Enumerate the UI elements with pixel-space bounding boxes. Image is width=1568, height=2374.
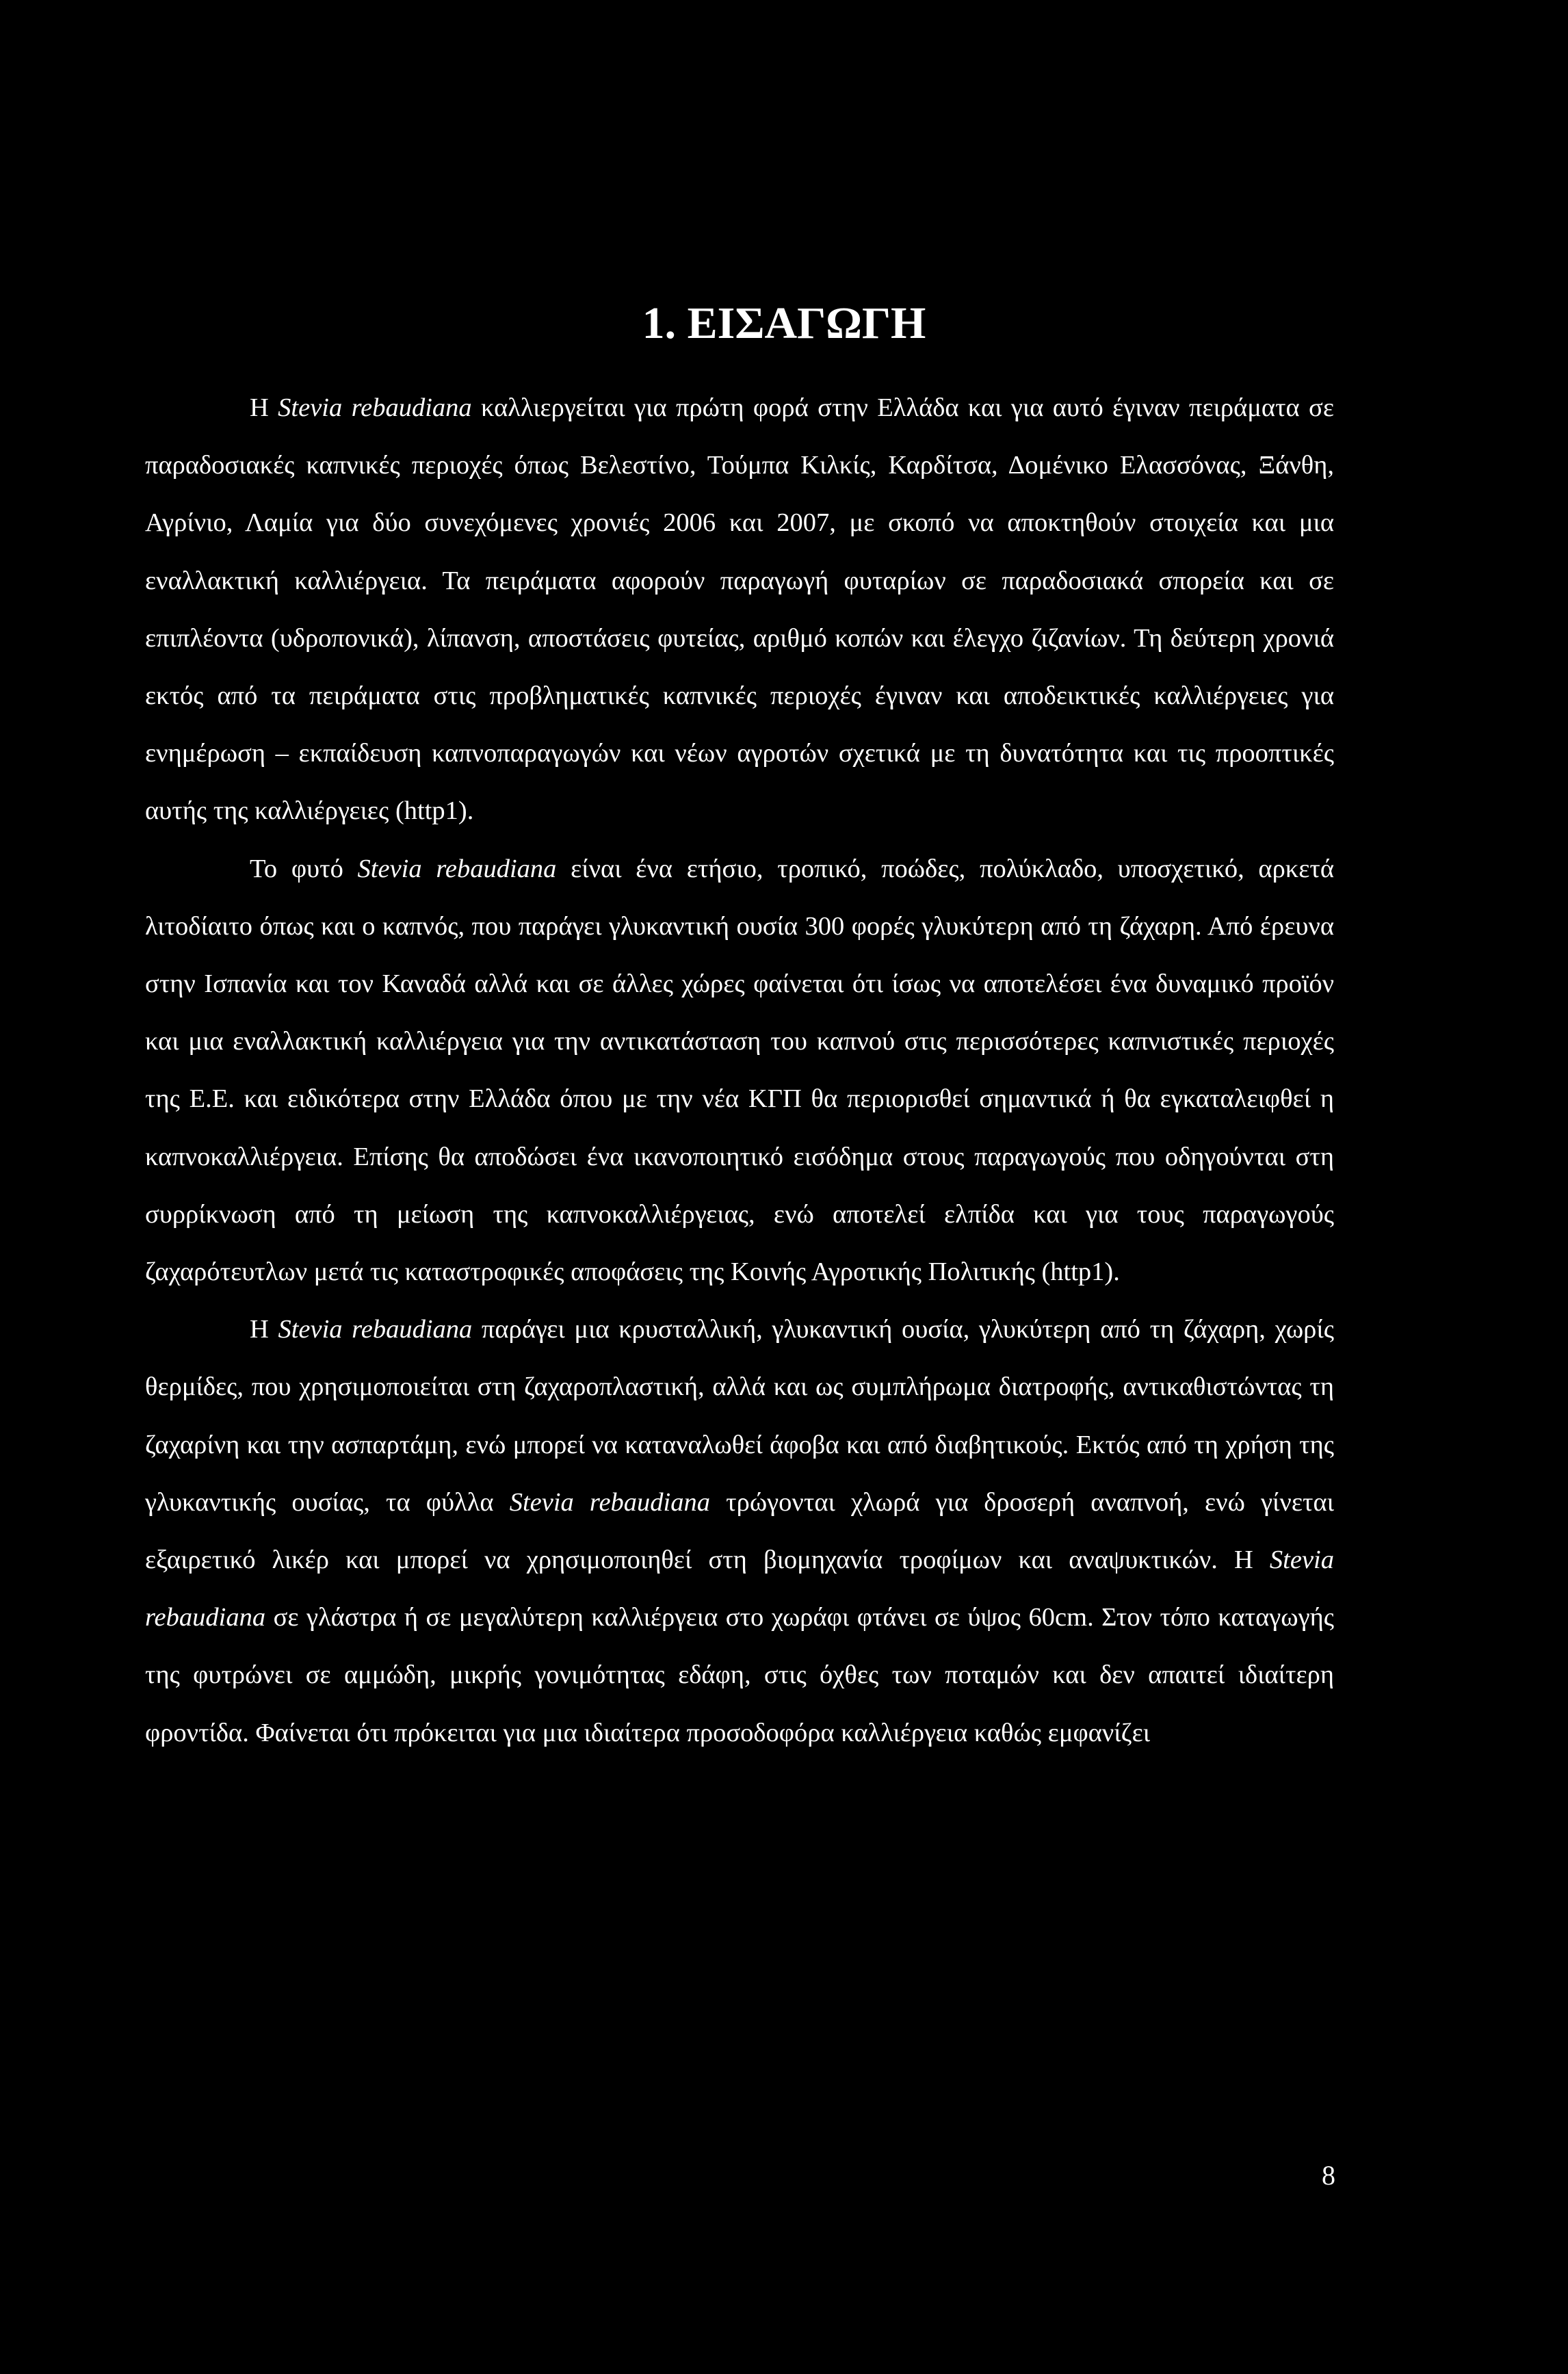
- page-number: 8: [1322, 2160, 1335, 2191]
- text-run: καλλιεργείται για πρώτη φορά στην Ελλάδα και για αυτό έγιναν πειράματα σε παραδοσιακές καπνικές περιοχές όπως Βελεστίνο, Τούμπα Κιλκίς, Καρδίτσα, Δομένικο Ελασσόνας, Ξάνθη, Αγρίνιο, Λαμία για δύο συνεχόμενες χρονιές 2006 και 2007, με σκοπό να αποκτηθούν στοιχεία και μια εναλλακτική καλλιέργεια. Τα πειράματα αφορούν παραγωγή φυταρίων σε παραδοσιακά σπορεία και σε επιπλέοντα (υδροπονικά), λίπανση, αποστάσεις φυτείας, αριθμό κοπών και έλεγχο ζιζανίων. Τη δεύτερη χρονιά εκτός από τα πειράματα στις προβληματικές καπνικές περιοχές έγιναν και αποδεικτικές καλλιέργειες για ενημέρωση – εκπαίδευση καπνοπαραγωγών και νέων αγροτών σχετικά με τη δυνατότητα και τις προοπτικές αυτής της καλλιέργειες (http1).: [145, 393, 1334, 826]
- paragraph-2: [145, 840, 1334, 1301]
- text-run: είναι ένα ετήσιο, τροπικό, ποώδες, πολύκλαδο, υποσχετικό, αρκετά λιτοδίαιτο όπως και ο καπνός, που παράγει γλυκαντική ουσία 300 φορές γλυκύτερη από τη ζάχαρη. Από έρευνα στην Ισπανία και τον Καναδά αλλά και σε άλλες χώρες φαίνεται ότι ίσως να αποτελέσει ένα δυναμικό προϊόν και μια εναλλακτική καλλιέργεια για την αντικατάσταση του καπνού στις περισσότερες καπνιστικές περιοχές της Ε.Ε. και ειδικότερα στην Ελλάδα όπου με την νέα ΚΓΠ θα περιορισθεί σημαντικά ή θα εγκαταλειφθεί η καπνοκαλλιέργεια. Επίσης θα αποδώσει ένα ικανοποιητικό εισόδημα στους παραγωγούς που οδηγούνται στη συρρίκνωση από τη μείωση της καπνοκαλλιέργειας, ενώ αποτελεί ελπίδα και για τους παραγωγούς ζαχαρότευτλων μετά τις καταστροφικές αποφάσεις της Κοινής Αγροτικής Πολιτικής (http1).: [145, 854, 1335, 1287]
- text-run: τρώγονται χλωρά για δροσερή αναπνοή, ενώ γίνεται εξαιρετικό λικέρ και μπορεί να χρησιμοποιηθεί στη βιομηχανία τροφίμων και αναψυκτικών. Η: [145, 1487, 1334, 1575]
- paragraph-1: [145, 379, 1334, 840]
- text-run: παράγει μια κρυσταλλική, γλυκαντική ουσία, γλυκύτερη από τη ζάχαρη, χωρίς θερμίδες, που χρησιμοποιείται στη ζαχαροπλαστική, αλλά και ως συμπλήρωμα διατροφής, αντικαθιστώντας τη ζαχαρίνη και την ασπαρτάμη, ενώ μπορεί να καταναλωθεί άφοβα και από διαβητικούς. Εκτός από τη χρήση της γλυκαντικής ουσίας, τα φύλλα: [145, 1315, 1334, 1517]
- species-name: Stevia rebaudiana: [357, 854, 557, 883]
- text-run: Η: [250, 1315, 278, 1344]
- text-run: σε γλάστρα ή σε μεγαλύτερη καλλιέργεια στο χωράφι φτάνει σε ύψος 60cm. Στον τόπο καταγωγής της φυτρώνει σε αμμώδη, μικρής γονιμότητας εδάφη, στις όχθες των ποταμών και δεν απαιτεί ιδιαίτερη φροντίδα. Φαίνεται ότι πρόκειται για μια ιδιαίτερα προσοδοφόρα καλλιέργεια καθώς εμφανίζει: [145, 1603, 1334, 1747]
- body-text: [145, 379, 1334, 1762]
- species-name: Stevia rebaudiana: [278, 1315, 473, 1344]
- text-run: Το φυτό: [250, 854, 358, 883]
- text-run: Η: [250, 393, 278, 422]
- species-name: Stevia rebaudiana: [509, 1487, 711, 1517]
- paragraph-3: [145, 1301, 1334, 1762]
- species-name: Stevia rebaudiana: [145, 1545, 1334, 1632]
- section-heading: 1. ΕΙΣΑΓΩΓΗ: [642, 298, 926, 348]
- species-name: Stevia rebaudiana: [278, 393, 472, 422]
